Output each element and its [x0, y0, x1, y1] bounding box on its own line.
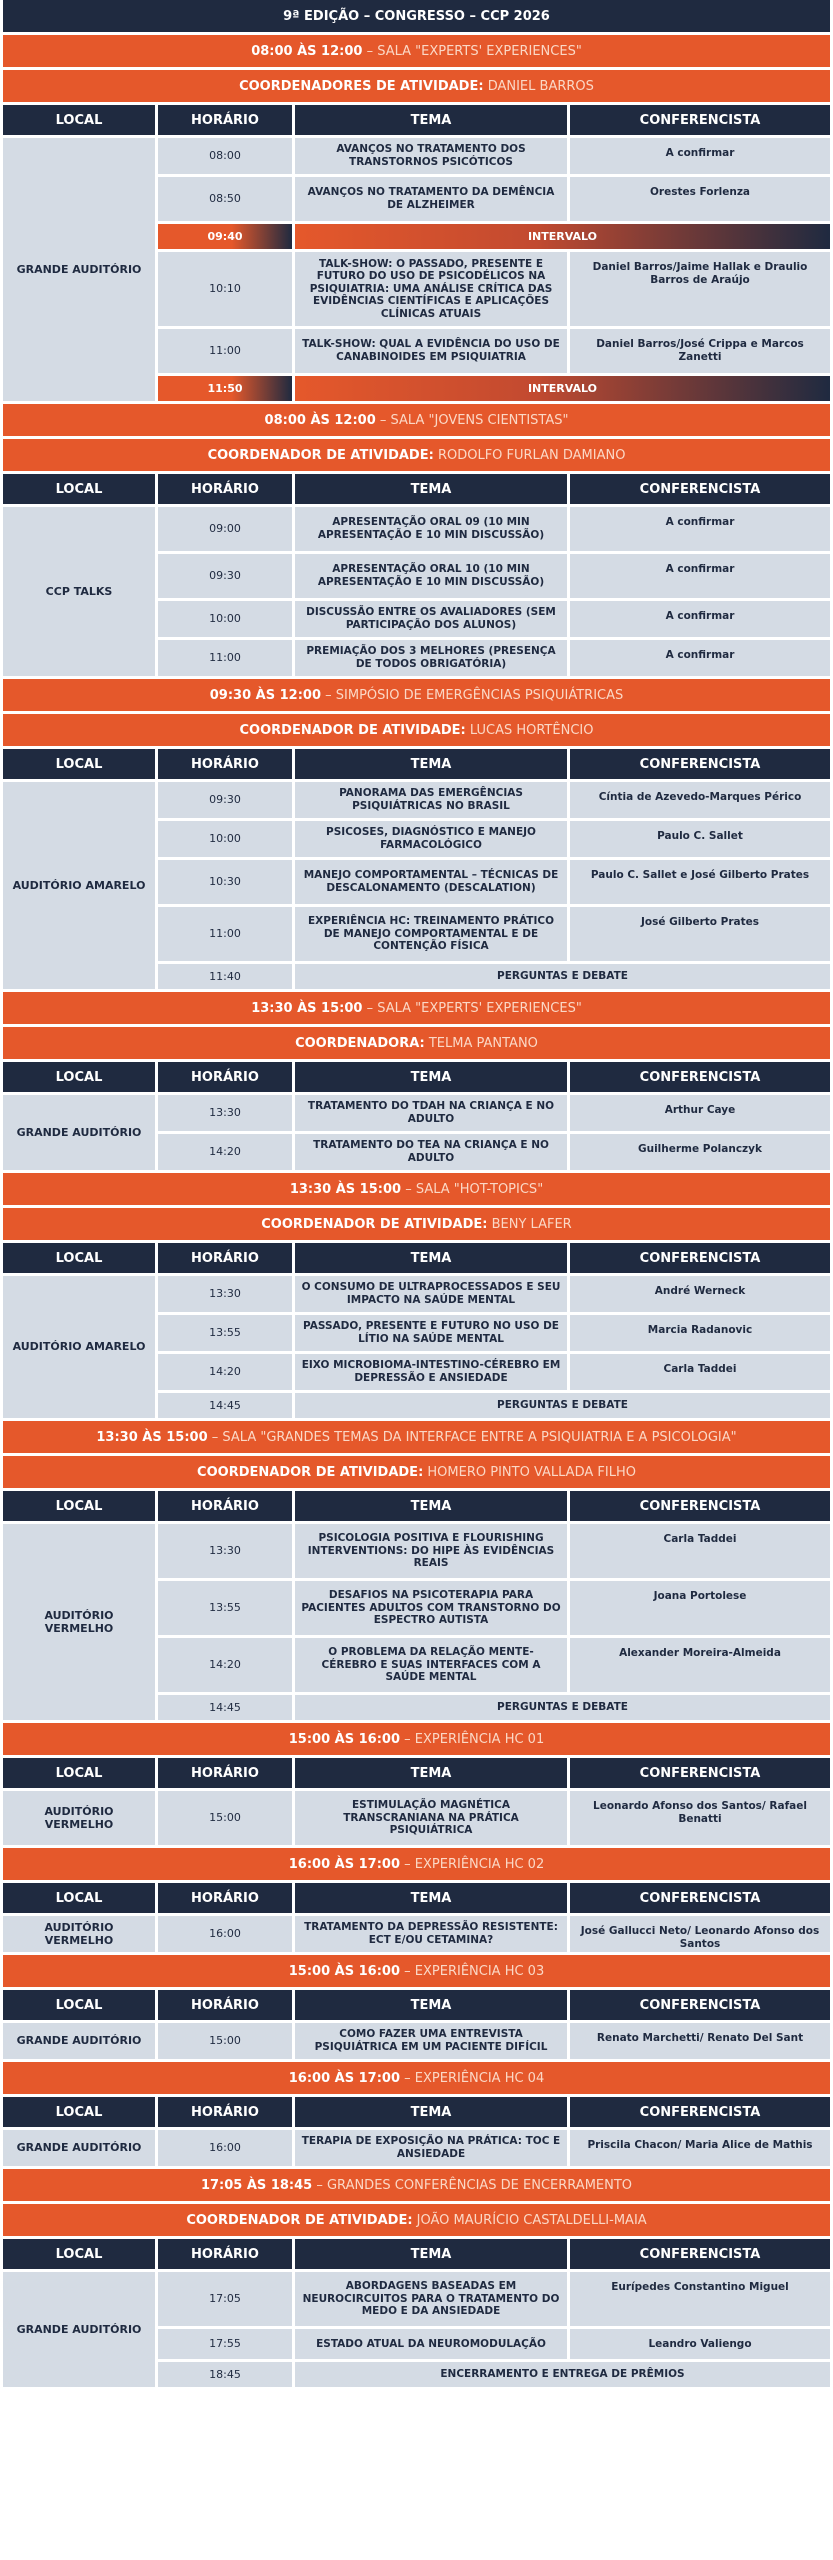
schedule-blocks	[0, 35, 833, 2387]
session-separator: –	[400, 1731, 415, 1747]
session-name: SALA "JOVENS CIENTISTAS"	[390, 412, 569, 428]
session-time: 08:00 ÀS 12:00	[251, 43, 363, 59]
session-name: EXPERIÊNCIA HC 03	[414, 1963, 545, 1979]
column-header-tema: TEMA	[295, 2239, 567, 2269]
time-cell: 08:50	[158, 177, 292, 221]
column-header-local: LOCAL	[3, 2097, 155, 2127]
session-separator: –	[375, 412, 391, 428]
coordinator-label: COORDENADOR DE ATIVIDADE:	[197, 1464, 424, 1480]
coordinator-name: DANIEL BARROS	[487, 78, 594, 94]
column-header-conferencista: CONFERENCISTA	[570, 2239, 830, 2269]
speaker-cell: André Werneck	[570, 1276, 830, 1312]
session-separator: –	[207, 1429, 223, 1445]
session-bar	[3, 992, 830, 1024]
merged-topic-cell: PERGUNTAS E DEBATE	[295, 1393, 830, 1418]
topic-cell: APRESENTAÇÃO ORAL 10 (10 MIN APRESENTAÇÃO E 10 MIN DISCUSSÃO)	[295, 554, 567, 598]
session-time: 15:00 ÀS 16:00	[288, 1731, 401, 1747]
column-header-local: LOCAL	[3, 749, 155, 779]
session-bar	[3, 1955, 830, 1987]
session-separator: –	[400, 1856, 415, 1872]
session-bar	[3, 1848, 830, 1880]
time-cell: 16:00	[158, 1916, 292, 1952]
time-cell: 17:05	[158, 2272, 292, 2326]
session-separator: –	[312, 2177, 327, 2193]
column-header-tema: TEMA	[295, 1243, 567, 1273]
coordinator-name: JOÃO MAURÍCIO CASTALDELLI-MAIA	[416, 2212, 647, 2228]
speaker-cell: A confirmar	[570, 507, 830, 551]
topic-cell: TRATAMENTO DO TDAH NA CRIANÇA E NO ADULTO	[295, 1095, 567, 1131]
session-bar	[3, 404, 830, 436]
location-cell: CCP TALKS	[3, 507, 155, 676]
time-cell: 18:45	[158, 2362, 292, 2387]
column-header-local: LOCAL	[3, 105, 155, 135]
coordinator-bar	[3, 2204, 830, 2236]
interval-cell: INTERVALO	[295, 224, 830, 249]
topic-cell: PASSADO, PRESENTE E FUTURO NO USO DE LÍTIO NA SAÚDE MENTAL	[295, 1315, 567, 1351]
coordinator-label: COORDENADOR DE ATIVIDADE:	[186, 2212, 413, 2228]
session-separator: –	[400, 1963, 415, 1979]
session-bar	[3, 679, 830, 711]
time-cell: 10:30	[158, 860, 292, 904]
coordinator-bar	[3, 714, 830, 746]
topic-cell: DESAFIOS NA PSICOTERAPIA PARA PACIENTES ADULTOS COM TRANSTORNO DO ESPECTRO AUTISTA	[295, 1581, 567, 1635]
column-header-local: LOCAL	[3, 2239, 155, 2269]
speaker-cell: José Gallucci Neto/ Leonardo Afonso dos Santos	[570, 1916, 830, 1952]
speaker-cell: A confirmar	[570, 138, 830, 174]
speaker-cell: A confirmar	[570, 601, 830, 637]
topic-cell: DISCUSSÃO ENTRE OS AVALIADORES (SEM PARTICIPAÇÃO DOS ALUNOS)	[295, 601, 567, 637]
column-header-conferencista: CONFERENCISTA	[570, 1990, 830, 2020]
topic-cell: TRATAMENTO DO TEA NA CRIANÇA E NO ADULTO	[295, 1134, 567, 1170]
column-header-horario: HORÁRIO	[158, 1758, 292, 1788]
speaker-cell: Arthur Caye	[570, 1095, 830, 1131]
topic-cell: EIXO MICROBIOMA-INTESTINO-CÉREBRO EM DEPRESSÃO E ANSIEDADE	[295, 1354, 567, 1390]
speaker-cell: A confirmar	[570, 640, 830, 676]
location-cell: GRANDE AUDITÓRIO	[3, 2130, 155, 2166]
time-cell: 13:30	[158, 1524, 292, 1578]
time-cell: 11:00	[158, 640, 292, 676]
speaker-cell: Eurípedes Constantino Miguel	[570, 2272, 830, 2326]
time-cell: 10:00	[158, 601, 292, 637]
speaker-cell: Leandro Valiengo	[570, 2329, 830, 2359]
topic-cell: PANORAMA DAS EMERGÊNCIAS PSIQUIÁTRICAS NO BRASIL	[295, 782, 567, 818]
session-time: 08:00 ÀS 12:00	[264, 412, 376, 428]
speaker-cell: Priscila Chacon/ Maria Alice de Mathis	[570, 2130, 830, 2166]
speaker-cell: A confirmar	[570, 554, 830, 598]
topic-cell: PSICOLOGIA POSITIVA E FLOURISHING INTERVENTIONS: DO HIPE ÀS EVIDÊNCIAS REAIS	[295, 1524, 567, 1578]
speaker-cell: Daniel Barros/José Crippa e Marcos Zanetti	[570, 329, 830, 373]
coordinator-label: COORDENADOR DE ATIVIDADE:	[207, 447, 434, 463]
time-cell: 08:00	[158, 138, 292, 174]
topic-cell: O CONSUMO DE ULTRAPROCESSADOS E SEU IMPACTO NA SAÚDE MENTAL	[295, 1276, 567, 1312]
coordinator-name: BENY LAFER	[491, 1216, 572, 1232]
column-header-tema: TEMA	[295, 1883, 567, 1913]
column-header-conferencista: CONFERENCISTA	[570, 1758, 830, 1788]
speaker-cell: Daniel Barros/Jaime Hallak e Draulio Barros de Araújo	[570, 252, 830, 326]
session-time: 16:00 ÀS 17:00	[288, 1856, 401, 1872]
time-cell: 11:00	[158, 329, 292, 373]
column-header-conferencista: CONFERENCISTA	[570, 474, 830, 504]
coordinator-bar	[3, 1208, 830, 1240]
column-header-conferencista: CONFERENCISTA	[570, 2097, 830, 2127]
session-separator: –	[401, 1181, 416, 1197]
topic-cell: TALK-SHOW: QUAL A EVIDÊNCIA DO USO DE CANABINOIDES EM PSIQUIATRIA	[295, 329, 567, 373]
time-cell: 10:10	[158, 252, 292, 326]
session-name: SALA "EXPERTS' EXPERIENCES"	[377, 1000, 582, 1016]
topic-cell: PREMIAÇÃO DOS 3 MELHORES (PRESENÇA DE TODOS OBRIGATÓRIA)	[295, 640, 567, 676]
location-cell: AUDITÓRIO VERMELHO	[3, 1524, 155, 1720]
schedule-table	[3, 1062, 830, 1170]
topic-cell: ABORDAGENS BASEADAS EM NEUROCIRCUITOS PARA O TRATAMENTO DO MEDO E DA ANSIEDADE	[295, 2272, 567, 2326]
coordinator-bar	[3, 439, 830, 471]
session-name: EXPERIÊNCIA HC 01	[414, 1731, 545, 1747]
session-time: 13:30 ÀS 15:00	[96, 1429, 208, 1445]
speaker-cell: Carla Taddei	[570, 1524, 830, 1578]
session-time: 13:30 ÀS 15:00	[251, 1000, 363, 1016]
column-header-tema: TEMA	[295, 474, 567, 504]
column-header-tema: TEMA	[295, 1758, 567, 1788]
topic-cell: O PROBLEMA DA RELAÇÃO MENTE-CÉREBRO E SUAS INTERFACES COM A SAÚDE MENTAL	[295, 1638, 567, 1692]
schedule-table	[3, 105, 830, 401]
speaker-cell: Carla Taddei	[570, 1354, 830, 1390]
column-header-local: LOCAL	[3, 1243, 155, 1273]
time-cell: 13:30	[158, 1276, 292, 1312]
column-header-local: LOCAL	[3, 1062, 155, 1092]
session-time: 15:00 ÀS 16:00	[288, 1963, 401, 1979]
time-cell: 13:55	[158, 1581, 292, 1635]
time-cell: 11:00	[158, 907, 292, 961]
schedule-table	[3, 1883, 830, 1952]
topic-cell: EXPERIÊNCIA HC: TREINAMENTO PRÁTICO DE MANEJO COMPORTAMENTAL E DE CONTENÇÃO FÍSICA	[295, 907, 567, 961]
column-header-horario: HORÁRIO	[158, 1243, 292, 1273]
location-cell: AUDITÓRIO AMARELO	[3, 782, 155, 989]
topic-cell: MANEJO COMPORTAMENTAL – TÉCNICAS DE DESCALONAMENTO (DESCALATION)	[295, 860, 567, 904]
schedule-table	[3, 1990, 830, 2059]
column-header-horario: HORÁRIO	[158, 2239, 292, 2269]
column-header-tema: TEMA	[295, 749, 567, 779]
time-cell: 14:20	[158, 1354, 292, 1390]
session-name: SALA "EXPERTS' EXPERIENCES"	[377, 43, 582, 59]
coordinator-label: COORDENADOR DE ATIVIDADE:	[239, 722, 466, 738]
coordinator-label: COORDENADOR DE ATIVIDADE:	[261, 1216, 488, 1232]
column-header-local: LOCAL	[3, 474, 155, 504]
location-cell: GRANDE AUDITÓRIO	[3, 2272, 155, 2387]
time-cell: 16:00	[158, 2130, 292, 2166]
column-header-horario: HORÁRIO	[158, 474, 292, 504]
time-cell: 13:30	[158, 1095, 292, 1131]
session-time: 13:30 ÀS 15:00	[289, 1181, 402, 1197]
column-header-horario: HORÁRIO	[158, 1990, 292, 2020]
topic-cell: TRATAMENTO DA DEPRESSÃO RESISTENTE: ECT E/OU CETAMINA?	[295, 1916, 567, 1952]
page-title: 9ª EDIÇÃO – CONGRESSO – CCP 2026	[3, 0, 830, 32]
session-bar	[3, 1421, 830, 1453]
coordinator-name: HOMERO PINTO VALLADA FILHO	[427, 1464, 636, 1480]
speaker-cell: Renato Marchetti/ Renato Del Sant	[570, 2023, 830, 2059]
time-cell: 10:00	[158, 821, 292, 857]
column-header-horario: HORÁRIO	[158, 749, 292, 779]
coordinator-label: COORDENADORES DE ATIVIDADE:	[239, 78, 484, 94]
topic-cell: AVANÇOS NO TRATAMENTO DA DEMÊNCIA DE ALZHEIMER	[295, 177, 567, 221]
topic-cell: PSICOSES, DIAGNÓSTICO E MANEJO FARMACOLÓGICO	[295, 821, 567, 857]
schedule-table	[3, 749, 830, 989]
location-cell: AUDITÓRIO VERMELHO	[3, 1916, 155, 1952]
column-header-local: LOCAL	[3, 1491, 155, 1521]
column-header-conferencista: CONFERENCISTA	[570, 749, 830, 779]
time-cell: 15:00	[158, 2023, 292, 2059]
schedule-table	[3, 474, 830, 676]
location-cell: GRANDE AUDITÓRIO	[3, 2023, 155, 2059]
column-header-tema: TEMA	[295, 2097, 567, 2127]
time-cell: 14:45	[158, 1695, 292, 1720]
column-header-tema: TEMA	[295, 1062, 567, 1092]
column-header-conferencista: CONFERENCISTA	[570, 1883, 830, 1913]
location-cell: GRANDE AUDITÓRIO	[3, 1095, 155, 1170]
coordinator-bar	[3, 70, 830, 102]
speaker-cell: José Gilberto Prates	[570, 907, 830, 961]
time-cell: 09:30	[158, 554, 292, 598]
coordinator-label: COORDENADORA:	[295, 1035, 425, 1051]
session-bar	[3, 2062, 830, 2094]
session-name: EXPERIÊNCIA HC 04	[414, 2070, 545, 2086]
coordinator-name: LUCAS HORTÊNCIO	[469, 722, 594, 738]
column-header-local: LOCAL	[3, 1758, 155, 1788]
column-header-horario: HORÁRIO	[158, 1491, 292, 1521]
topic-cell: ESTIMULAÇÃO MAGNÉTICA TRANSCRANIANA NA PRÁTICA PSIQUIÁTRICA	[295, 1791, 567, 1845]
interval-time-cell: 11:50	[158, 376, 292, 401]
speaker-cell: Leonardo Afonso dos Santos/ Rafael Benatti	[570, 1791, 830, 1845]
topic-cell: COMO FAZER UMA ENTREVISTA PSIQUIÁTRICA EM UM PACIENTE DIFÍCIL	[295, 2023, 567, 2059]
coordinator-bar	[3, 1027, 830, 1059]
time-cell: 15:00	[158, 1791, 292, 1845]
session-bar	[3, 1173, 830, 1205]
schedule-table	[3, 1758, 830, 1845]
schedule-table	[3, 1491, 830, 1720]
location-cell: GRANDE AUDITÓRIO	[3, 138, 155, 401]
merged-topic-cell: PERGUNTAS E DEBATE	[295, 964, 830, 989]
column-header-horario: HORÁRIO	[158, 2097, 292, 2127]
coordinator-name: RODOLFO FURLAN DAMIANO	[437, 447, 626, 463]
topic-cell: APRESENTAÇÃO ORAL 09 (10 MIN APRESENTAÇÃO E 10 MIN DISCUSSÃO)	[295, 507, 567, 551]
merged-topic-cell: ENCERRAMENTO E ENTREGA DE PRÊMIOS	[295, 2362, 830, 2387]
topic-cell: AVANÇOS NO TRATAMENTO DOS TRANSTORNOS PSICÓTICOS	[295, 138, 567, 174]
location-cell: AUDITÓRIO AMARELO	[3, 1276, 155, 1418]
session-name: SIMPÓSIO DE EMERGÊNCIAS PSIQUIÁTRICAS	[335, 687, 624, 703]
session-bar	[3, 2169, 830, 2201]
schedule-table	[3, 2097, 830, 2166]
column-header-horario: HORÁRIO	[158, 1062, 292, 1092]
speaker-cell: Guilherme Polanczyk	[570, 1134, 830, 1170]
column-header-conferencista: CONFERENCISTA	[570, 1062, 830, 1092]
speaker-cell: Marcia Radanovic	[570, 1315, 830, 1351]
speaker-cell: Paulo C. Sallet e José Gilberto Prates	[570, 860, 830, 904]
session-separator: –	[362, 43, 378, 59]
session-bar	[3, 35, 830, 67]
time-cell: 09:30	[158, 782, 292, 818]
column-header-horario: HORÁRIO	[158, 105, 292, 135]
column-header-conferencista: CONFERENCISTA	[570, 1491, 830, 1521]
time-cell: 14:20	[158, 1638, 292, 1692]
time-cell: 11:40	[158, 964, 292, 989]
column-header-conferencista: CONFERENCISTA	[570, 105, 830, 135]
merged-topic-cell: PERGUNTAS E DEBATE	[295, 1695, 830, 1720]
interval-time-cell: 09:40	[158, 224, 292, 249]
session-separator: –	[362, 1000, 378, 1016]
session-name: SALA "HOT-TOPICS"	[415, 1181, 544, 1197]
session-time: 17:05 ÀS 18:45	[200, 2177, 313, 2193]
coordinator-bar	[3, 1456, 830, 1488]
schedule-table	[3, 2239, 830, 2387]
speaker-cell: Joana Portolese	[570, 1581, 830, 1635]
time-cell: 09:00	[158, 507, 292, 551]
topic-cell: ESTADO ATUAL DA NEUROMODULAÇÃO	[295, 2329, 567, 2359]
time-cell: 14:20	[158, 1134, 292, 1170]
session-time: 09:30 ÀS 12:00	[209, 687, 321, 703]
speaker-cell: Paulo C. Sallet	[570, 821, 830, 857]
schedule-table	[3, 1243, 830, 1418]
speaker-cell: Orestes Forlenza	[570, 177, 830, 221]
session-separator: –	[400, 2070, 415, 2086]
session-name: SALA "GRANDES TEMAS DA INTERFACE ENTRE A PSIQUIATRIA E A PSICOLOGIA"	[222, 1429, 737, 1445]
speaker-cell: Alexander Moreira-Almeida	[570, 1638, 830, 1692]
topic-cell: TERAPIA DE EXPOSIÇÃO NA PRÁTICA: TOC E ANSIEDADE	[295, 2130, 567, 2166]
session-separator: –	[321, 687, 336, 703]
time-cell: 17:55	[158, 2329, 292, 2359]
session-name: EXPERIÊNCIA HC 02	[414, 1856, 545, 1872]
time-cell: 13:55	[158, 1315, 292, 1351]
column-header-local: LOCAL	[3, 1883, 155, 1913]
column-header-tema: TEMA	[295, 1990, 567, 2020]
session-time: 16:00 ÀS 17:00	[288, 2070, 401, 2086]
interval-cell: INTERVALO	[295, 376, 830, 401]
time-cell: 14:45	[158, 1393, 292, 1418]
column-header-tema: TEMA	[295, 1491, 567, 1521]
topic-cell: TALK-SHOW: O PASSADO, PRESENTE E FUTURO DO USO DE PSICODÉLICOS NA PSIQUIATRIA: UMA ANÁLISE CRÍTICA DAS EVIDÊNCIAS CIENTÍFICAS E APLICAÇÕES CLÍNICAS ATUAIS	[295, 252, 567, 326]
column-header-tema: TEMA	[295, 105, 567, 135]
coordinator-name: TELMA PANTANO	[428, 1035, 538, 1051]
column-header-conferencista: CONFERENCISTA	[570, 1243, 830, 1273]
session-bar	[3, 1723, 830, 1755]
location-cell: AUDITÓRIO VERMELHO	[3, 1791, 155, 1845]
speaker-cell: Cíntia de Azevedo-Marques Périco	[570, 782, 830, 818]
column-header-local: LOCAL	[3, 1990, 155, 2020]
session-name: GRANDES CONFERÊNCIAS DE ENCERRAMENTO	[326, 2177, 633, 2193]
column-header-horario: HORÁRIO	[158, 1883, 292, 1913]
